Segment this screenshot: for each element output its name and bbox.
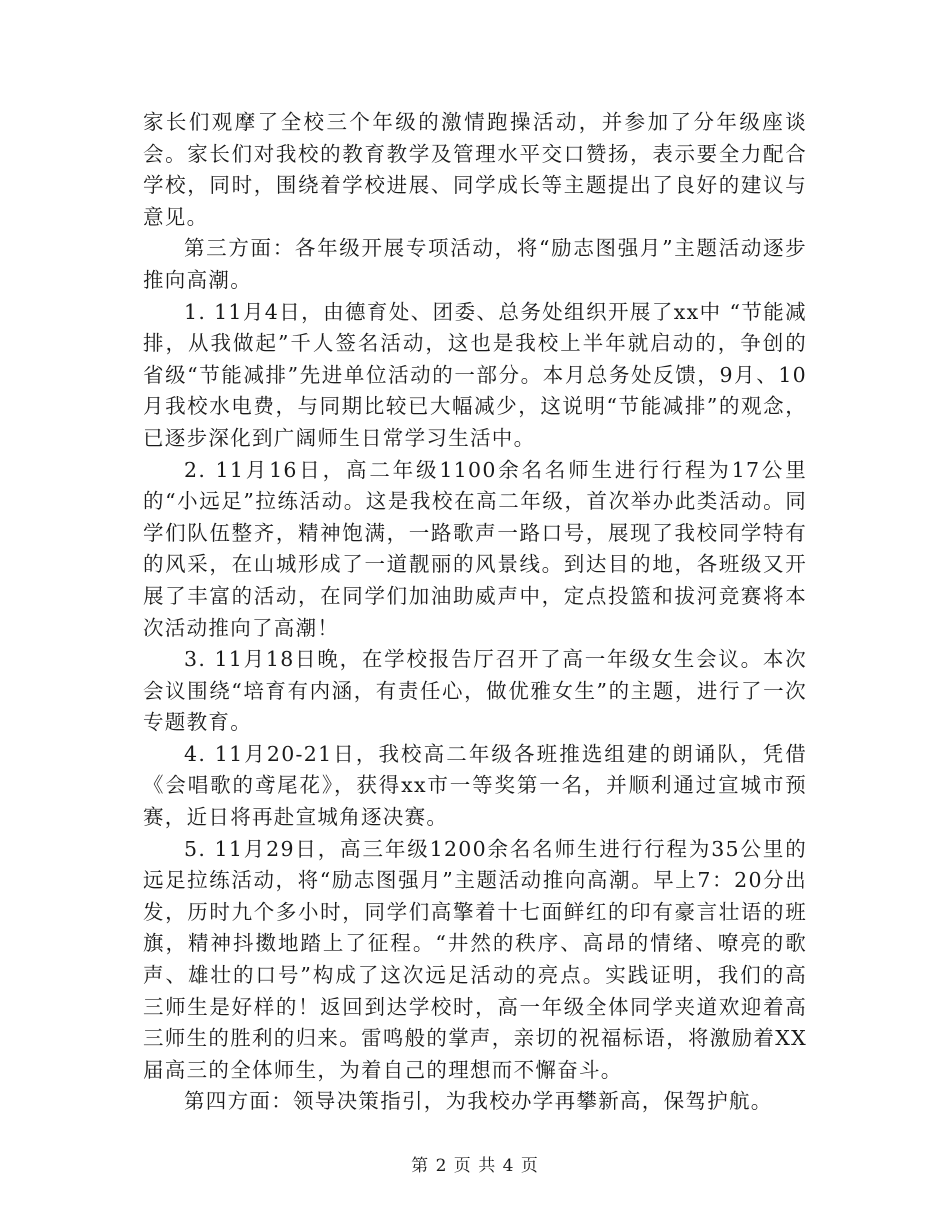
paragraph-section-three-heading: 第三方面：各年级开展专项活动，将“励志图强月”主题活动逐步推向高潮。 bbox=[143, 236, 807, 292]
paragraph-parent-visit: 家长们观摩了全校三个年级的激情跑操活动，并参加了分年级座谈会。家长们对我校的教育教学及管理水平交口赞扬，表示要全力配合学校，同时，围绕着学校进展、同学成长等主题提出了良好的建议与意见。 bbox=[143, 110, 807, 229]
document-body bbox=[143, 107, 807, 1118]
paragraph-item-5-long-hike: 5. 11月29日，高三年级1200余名名师生进行行程为35公里的远足拉练活动，将“励志图强月”主题活动推向高潮。早上7：20分出发，历时九个多小时，同学们高擎着十七面鲜红的印有豪言壮语的班旗，精神抖擞地踏上了征程。“井然的秩序、高昂的情绪、嘹亮的歌声、雄壮的口号”构成了这次远足活动的亮点。实践证明，我们的高三师生是好样的！返回到达学校时，高一年级全体同学夹道欢迎着高三师生的胜利的归来。雷鸣般的掌声，亲切的祝福标语，将激励着XX届高三的全体师生，为着自己的理想而不懈奋斗。 bbox=[143, 836, 807, 1082]
paragraph-item-1-energy-saving: 1. 11月4日，由德育处、团委、总务处组织开展了xx中 “节能减排，从我做起”千人签名活动，这也是我校上半年就启动的，争创的省级“节能减排”先进单位活动的一部分。本月总务处反馈，9月、10月我校水电费，与同期比较已大幅减少，这说明“节能减排”的观念，已逐步深化到广阔师生日常学习生活中。 bbox=[143, 299, 807, 450]
paragraph-section-four-heading: 第四方面：领导决策指引，为我校办学再攀新高，保驾护航。 bbox=[184, 1089, 773, 1114]
paragraph-item-2-short-hike: 2. 11月16日，高二年级1100余名名师生进行行程为17公里的“小远足”拉练活动。这是我校在高二年级，首次举办此类活动。同学们队伍整齐，精神饱满，一路歌声一路口号，展现了我校同学特有的风采，在山城形成了一道靓丽的风景线。到达目的地，各班级又开展了丰富的活动，在同学们加油助威声中，定点投篮和拔河竞赛将本次活动推向了高潮！ bbox=[143, 457, 807, 640]
paragraph-item-3-girls-meeting: 3. 11月18日晚，在学校报告厅召开了高一年级女生会议。本次会议围绕“培育有内涵，有责任心，做优雅女生”的主题，进行了一次专题教育。 bbox=[143, 647, 807, 735]
paragraph-item-4-recitation: 4. 11月20-21日，我校高二年级各班推选组建的朗诵队，凭借《会唱歌的鸢尾花》，获得xx市一等奖第一名，并顺利通过宣城市预赛，近日将再赴宣城角逐决赛。 bbox=[143, 741, 807, 830]
page-number-footer: 第 2 页 共 4 页 bbox=[411, 1156, 539, 1176]
